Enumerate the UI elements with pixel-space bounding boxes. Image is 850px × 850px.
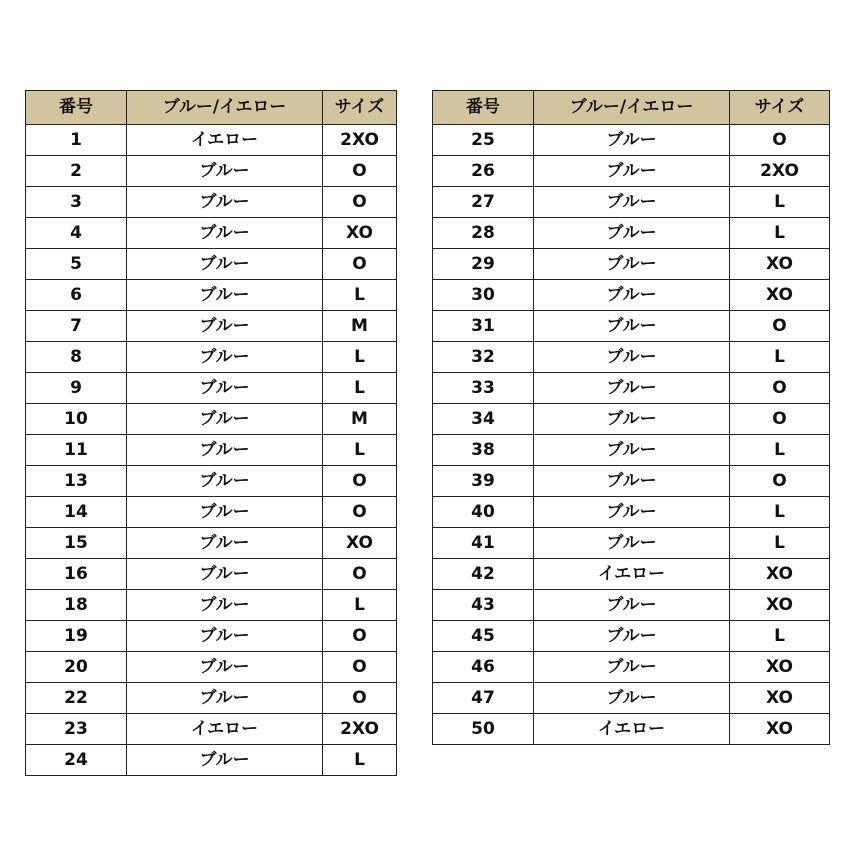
cell-color: ブルー — [534, 497, 730, 528]
table-row — [26, 559, 397, 590]
cell-size: O — [323, 652, 397, 683]
table-row — [26, 590, 397, 621]
cell-size: L — [730, 435, 830, 466]
cell-number: 14 — [26, 497, 127, 528]
cell-color: ブルー — [534, 280, 730, 311]
cell-color: ブルー — [127, 249, 323, 280]
cell-color: イエロー — [127, 125, 323, 156]
header-number: 番号 — [433, 91, 534, 125]
cell-number: 39 — [433, 466, 534, 497]
cell-number: 42 — [433, 559, 534, 590]
cell-size: O — [323, 559, 397, 590]
cell-color: ブルー — [127, 745, 323, 776]
cell-number: 15 — [26, 528, 127, 559]
table-row — [26, 342, 397, 373]
table-row — [26, 125, 397, 156]
cell-size: O — [730, 373, 830, 404]
table-row — [26, 652, 397, 683]
cell-number: 26 — [433, 156, 534, 187]
table-row — [26, 311, 397, 342]
cell-size: L — [730, 528, 830, 559]
header-row — [26, 91, 397, 125]
header-number: 番号 — [26, 91, 127, 125]
cell-number: 9 — [26, 373, 127, 404]
cell-size: XO — [730, 683, 830, 714]
cell-size: XO — [323, 528, 397, 559]
cell-color: ブルー — [127, 404, 323, 435]
cell-color: イエロー — [534, 714, 730, 745]
cell-size: XO — [730, 652, 830, 683]
cell-number: 8 — [26, 342, 127, 373]
cell-size: 2XO — [730, 156, 830, 187]
cell-color: ブルー — [127, 435, 323, 466]
table-row — [433, 125, 830, 156]
cell-size: O — [730, 466, 830, 497]
cell-number: 16 — [26, 559, 127, 590]
cell-size: L — [323, 342, 397, 373]
table-row — [26, 528, 397, 559]
cell-number: 27 — [433, 187, 534, 218]
table-row — [26, 280, 397, 311]
cell-color: ブルー — [534, 218, 730, 249]
cell-size: L — [323, 373, 397, 404]
cell-number: 5 — [26, 249, 127, 280]
table-row — [26, 621, 397, 652]
table-body-right — [433, 125, 830, 745]
table-row — [433, 311, 830, 342]
cell-number: 22 — [26, 683, 127, 714]
cell-size: L — [730, 342, 830, 373]
table-row — [433, 404, 830, 435]
cell-size: O — [323, 497, 397, 528]
cell-color: ブルー — [127, 156, 323, 187]
cell-size: L — [323, 745, 397, 776]
table-row — [26, 187, 397, 218]
cell-color: ブルー — [534, 311, 730, 342]
table-row — [26, 435, 397, 466]
cell-size: L — [323, 435, 397, 466]
cell-size: O — [730, 125, 830, 156]
cell-number: 28 — [433, 218, 534, 249]
cell-number: 19 — [26, 621, 127, 652]
cell-number: 10 — [26, 404, 127, 435]
table-row — [26, 466, 397, 497]
cell-color: ブルー — [534, 156, 730, 187]
size-table-right — [432, 90, 830, 745]
table-row — [26, 404, 397, 435]
table-row — [26, 156, 397, 187]
header-size: サイズ — [323, 91, 397, 125]
table-row — [433, 156, 830, 187]
cell-number: 45 — [433, 621, 534, 652]
cell-color: ブルー — [127, 497, 323, 528]
cell-number: 23 — [26, 714, 127, 745]
cell-number: 3 — [26, 187, 127, 218]
table-row — [433, 621, 830, 652]
cell-color: ブルー — [127, 373, 323, 404]
cell-number: 46 — [433, 652, 534, 683]
cell-color: ブルー — [534, 249, 730, 280]
size-table-left — [25, 90, 397, 776]
cell-size: O — [323, 249, 397, 280]
cell-color: ブルー — [127, 528, 323, 559]
cell-size: O — [323, 466, 397, 497]
table-row — [26, 745, 397, 776]
table-row — [433, 187, 830, 218]
cell-size: L — [730, 621, 830, 652]
cell-color: ブルー — [534, 125, 730, 156]
cell-color: ブルー — [534, 683, 730, 714]
cell-number: 4 — [26, 218, 127, 249]
cell-color: ブルー — [534, 466, 730, 497]
cell-color: ブルー — [127, 559, 323, 590]
cell-color: ブルー — [127, 590, 323, 621]
cell-color: ブルー — [127, 621, 323, 652]
cell-size: 2XO — [323, 714, 397, 745]
cell-color: イエロー — [534, 559, 730, 590]
cell-color: ブルー — [534, 187, 730, 218]
table-row — [26, 714, 397, 745]
cell-size: M — [323, 311, 397, 342]
cell-number: 18 — [26, 590, 127, 621]
cell-size: O — [323, 187, 397, 218]
cell-color: ブルー — [127, 683, 323, 714]
table-row — [26, 497, 397, 528]
cell-size: O — [730, 311, 830, 342]
cell-number: 47 — [433, 683, 534, 714]
cell-size: O — [323, 621, 397, 652]
cell-number: 30 — [433, 280, 534, 311]
cell-size: O — [730, 404, 830, 435]
table-row — [26, 218, 397, 249]
cell-size: O — [323, 683, 397, 714]
cell-size: O — [323, 156, 397, 187]
cell-color: イエロー — [127, 714, 323, 745]
table-body-left — [26, 125, 397, 776]
table-row — [433, 559, 830, 590]
table-row — [26, 373, 397, 404]
cell-size: M — [323, 404, 397, 435]
table-row — [433, 714, 830, 745]
cell-number: 2 — [26, 156, 127, 187]
cell-number: 13 — [26, 466, 127, 497]
cell-number: 41 — [433, 528, 534, 559]
cell-number: 7 — [26, 311, 127, 342]
cell-size: XO — [730, 590, 830, 621]
header-color: ブルー/イエロー — [534, 91, 730, 125]
cell-size: XO — [730, 280, 830, 311]
cell-number: 20 — [26, 652, 127, 683]
cell-color: ブルー — [127, 466, 323, 497]
table-row — [433, 652, 830, 683]
table-row — [433, 466, 830, 497]
cell-size: L — [323, 590, 397, 621]
cell-color: ブルー — [534, 373, 730, 404]
header-color: ブルー/イエロー — [127, 91, 323, 125]
cell-size: XO — [730, 249, 830, 280]
cell-number: 38 — [433, 435, 534, 466]
table-row — [433, 528, 830, 559]
cell-number: 33 — [433, 373, 534, 404]
cell-number: 43 — [433, 590, 534, 621]
cell-number: 6 — [26, 280, 127, 311]
cell-color: ブルー — [534, 621, 730, 652]
cell-number: 11 — [26, 435, 127, 466]
cell-size: L — [730, 497, 830, 528]
cell-color: ブルー — [127, 342, 323, 373]
cell-color: ブルー — [127, 280, 323, 311]
cell-size: XO — [730, 714, 830, 745]
table-row — [26, 683, 397, 714]
cell-size: 2XO — [323, 125, 397, 156]
table-row — [433, 218, 830, 249]
cell-color: ブルー — [534, 652, 730, 683]
cell-number: 31 — [433, 311, 534, 342]
table-row — [433, 497, 830, 528]
cell-size: L — [323, 280, 397, 311]
cell-size: L — [730, 187, 830, 218]
table-row — [433, 373, 830, 404]
cell-number: 32 — [433, 342, 534, 373]
cell-color: ブルー — [534, 404, 730, 435]
cell-color: ブルー — [127, 218, 323, 249]
cell-color: ブルー — [534, 342, 730, 373]
table-row — [433, 683, 830, 714]
header-row — [433, 91, 830, 125]
cell-number: 29 — [433, 249, 534, 280]
cell-color: ブルー — [534, 528, 730, 559]
cell-number: 40 — [433, 497, 534, 528]
cell-number: 25 — [433, 125, 534, 156]
cell-number: 50 — [433, 714, 534, 745]
cell-color: ブルー — [534, 435, 730, 466]
cell-number: 24 — [26, 745, 127, 776]
cell-color: ブルー — [127, 187, 323, 218]
cell-number: 1 — [26, 125, 127, 156]
cell-size: L — [730, 218, 830, 249]
cell-color: ブルー — [534, 590, 730, 621]
header-size: サイズ — [730, 91, 830, 125]
table-row — [433, 280, 830, 311]
cell-size: XO — [323, 218, 397, 249]
cell-color: ブルー — [127, 652, 323, 683]
table-row — [433, 590, 830, 621]
table-row — [26, 249, 397, 280]
cell-number: 34 — [433, 404, 534, 435]
table-row — [433, 249, 830, 280]
table-row — [433, 435, 830, 466]
cell-size: XO — [730, 559, 830, 590]
table-row — [433, 342, 830, 373]
cell-color: ブルー — [127, 311, 323, 342]
